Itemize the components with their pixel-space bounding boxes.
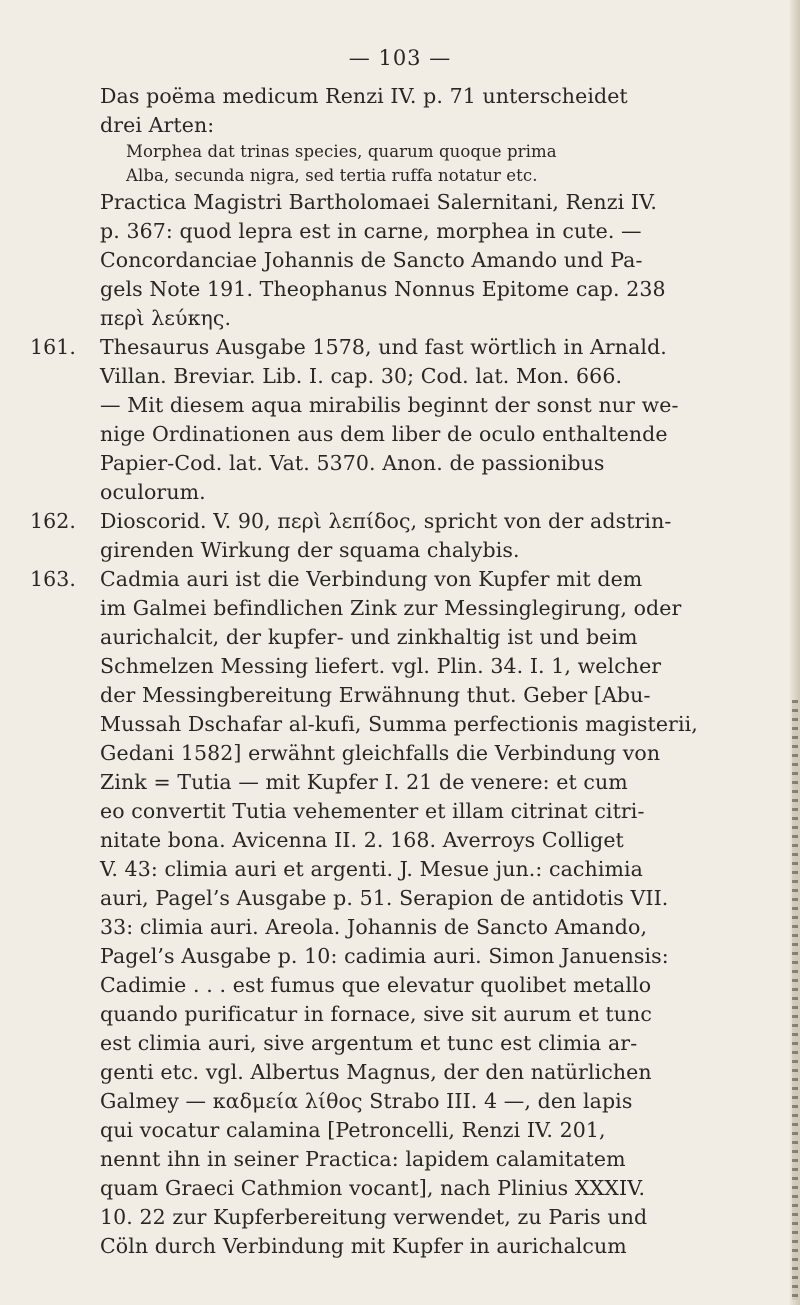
note-163-line: auri, Pagel’s Ausgabe p. 51. Serapion de antidotis VII. [100,886,669,910]
verse-quote-line: Alba, secunda nigra, sed tertia ruffa notatur etc. [126,166,538,185]
note-163-line: Cöln durch Verbindung mit Kupfer in aurichalcum [100,1234,627,1258]
page-number: — 103 — [348,46,452,70]
note-161-line: Villan. Breviar. Lib. I. cap. 30; Cod. lat. Mon. 666. [100,364,623,388]
practica-line: περὶ λεύκης. [100,306,232,330]
note-163-line: quando purificatur in fornace, sive sit aurum et tunc [100,1002,652,1026]
verse-quote-line: Morphea dat trinas species, quarum quoque prima [126,142,557,161]
note-163-line: Cadimie . . . est fumus que elevatur quolibet metallo [100,973,652,997]
page-edge [790,0,800,1305]
note-163-line: nitate bona. Avicenna II. 2. 168. Averroys Colliget [100,828,624,852]
note-163-line: Zink = Tutia — mit Kupfer I. 21 de venere: et cum [100,770,628,794]
note-163-line: Galmey — καδμεία λίθος Strabo III. 4 —, den lapis [100,1089,633,1113]
page-edge-shadow [792,700,798,1300]
note-163-line: 10. 22 zur Kupferbereitung verwendet, zu Paris und [100,1205,648,1229]
page-body [30,82,790,1261]
note-163-line: nennt ihn in seiner Practica: lapidem calamitatem [100,1147,626,1171]
note-163-line: Mussah Dschafar al-kufi, Summa perfectionis magisterii, [100,712,698,736]
note-number: 163. [30,567,77,591]
note-163-line: der Messingbereitung Erwähnung thut. Geber [Abu- [100,683,651,707]
note-163-line: qui vocatur calamina [Petroncelli, Renzi IV. 201, [100,1118,606,1142]
note-163-line: 33: climia auri. Areola. Johannis de Sancto Amando, [100,915,648,939]
note-163-line: im Galmei befindlichen Zink zur Messinglegirung, oder [100,596,682,620]
note-163-line: Schmelzen Messing liefert. vgl. Plin. 34. I. 1, welcher [100,654,662,678]
note-163-line [30,565,790,594]
note-number: 161. [30,335,77,359]
note-163-line: est climia auri, sive argentum et tunc est climia ar- [100,1031,638,1055]
intro-line: drei Arten: [100,113,215,137]
note-162-line [30,507,790,536]
practica-line: p. 367: quod lepra est in carne, morphea in cute. — [100,219,642,243]
note-163-line: Pagel’s Ausgabe p. 10: cadimia auri. Simon Januensis: [100,944,669,968]
note-163-line: aurichalcit, der kupfer- und zinkhaltig ist und beim [100,625,638,649]
note-163-line: quam Graeci Cathmion vocant], nach Plinius XXXIV. [100,1176,646,1200]
note-163-line: eo convertit Tutia vehementer et illam citrinat citri- [100,799,645,823]
note-161-line: oculorum. [100,480,206,504]
practica-line: gels Note 191. Theophanus Nonnus Epitome cap. 238 [100,277,666,301]
note-163-line: genti etc. vgl. Albertus Magnus, der den natürlichen [100,1060,652,1084]
note-163-line: Gedani 1582] erwähnt gleichfalls die Verbindung von [100,741,661,765]
note-text: Thesaurus Ausgabe 1578, und fast wörtlich in Arnald. [100,335,667,359]
practica-line: Practica Magistri Bartholomaei Salernitani, Renzi IV. [100,190,658,214]
practica-line: Concordanciae Johannis de Sancto Amando und Pa- [100,248,643,272]
note-162-line: girenden Wirkung der squama chalybis. [100,538,520,562]
note-163-line: V. 43: climia auri et argenti. J. Mesue jun.: cachimia [100,857,643,881]
note-161-line: nige Ordinationen aus dem liber de oculo enthaltende [100,422,668,446]
intro-line: Das poëma medicum Renzi IV. p. 71 unterscheidet [100,84,628,108]
note-text: Cadmia auri ist die Verbindung von Kupfer mit dem [100,567,643,591]
note-161-line [30,333,790,362]
note-text: Dioscorid. V. 90, περὶ λεπίδος, spricht von der adstrin- [100,509,672,533]
note-161-line: Papier-Cod. lat. Vat. 5370. Anon. de passionibus [100,451,605,475]
note-161-line: — Mit diesem aqua mirabilis beginnt der sonst nur we- [100,393,679,417]
note-number: 162. [30,509,77,533]
